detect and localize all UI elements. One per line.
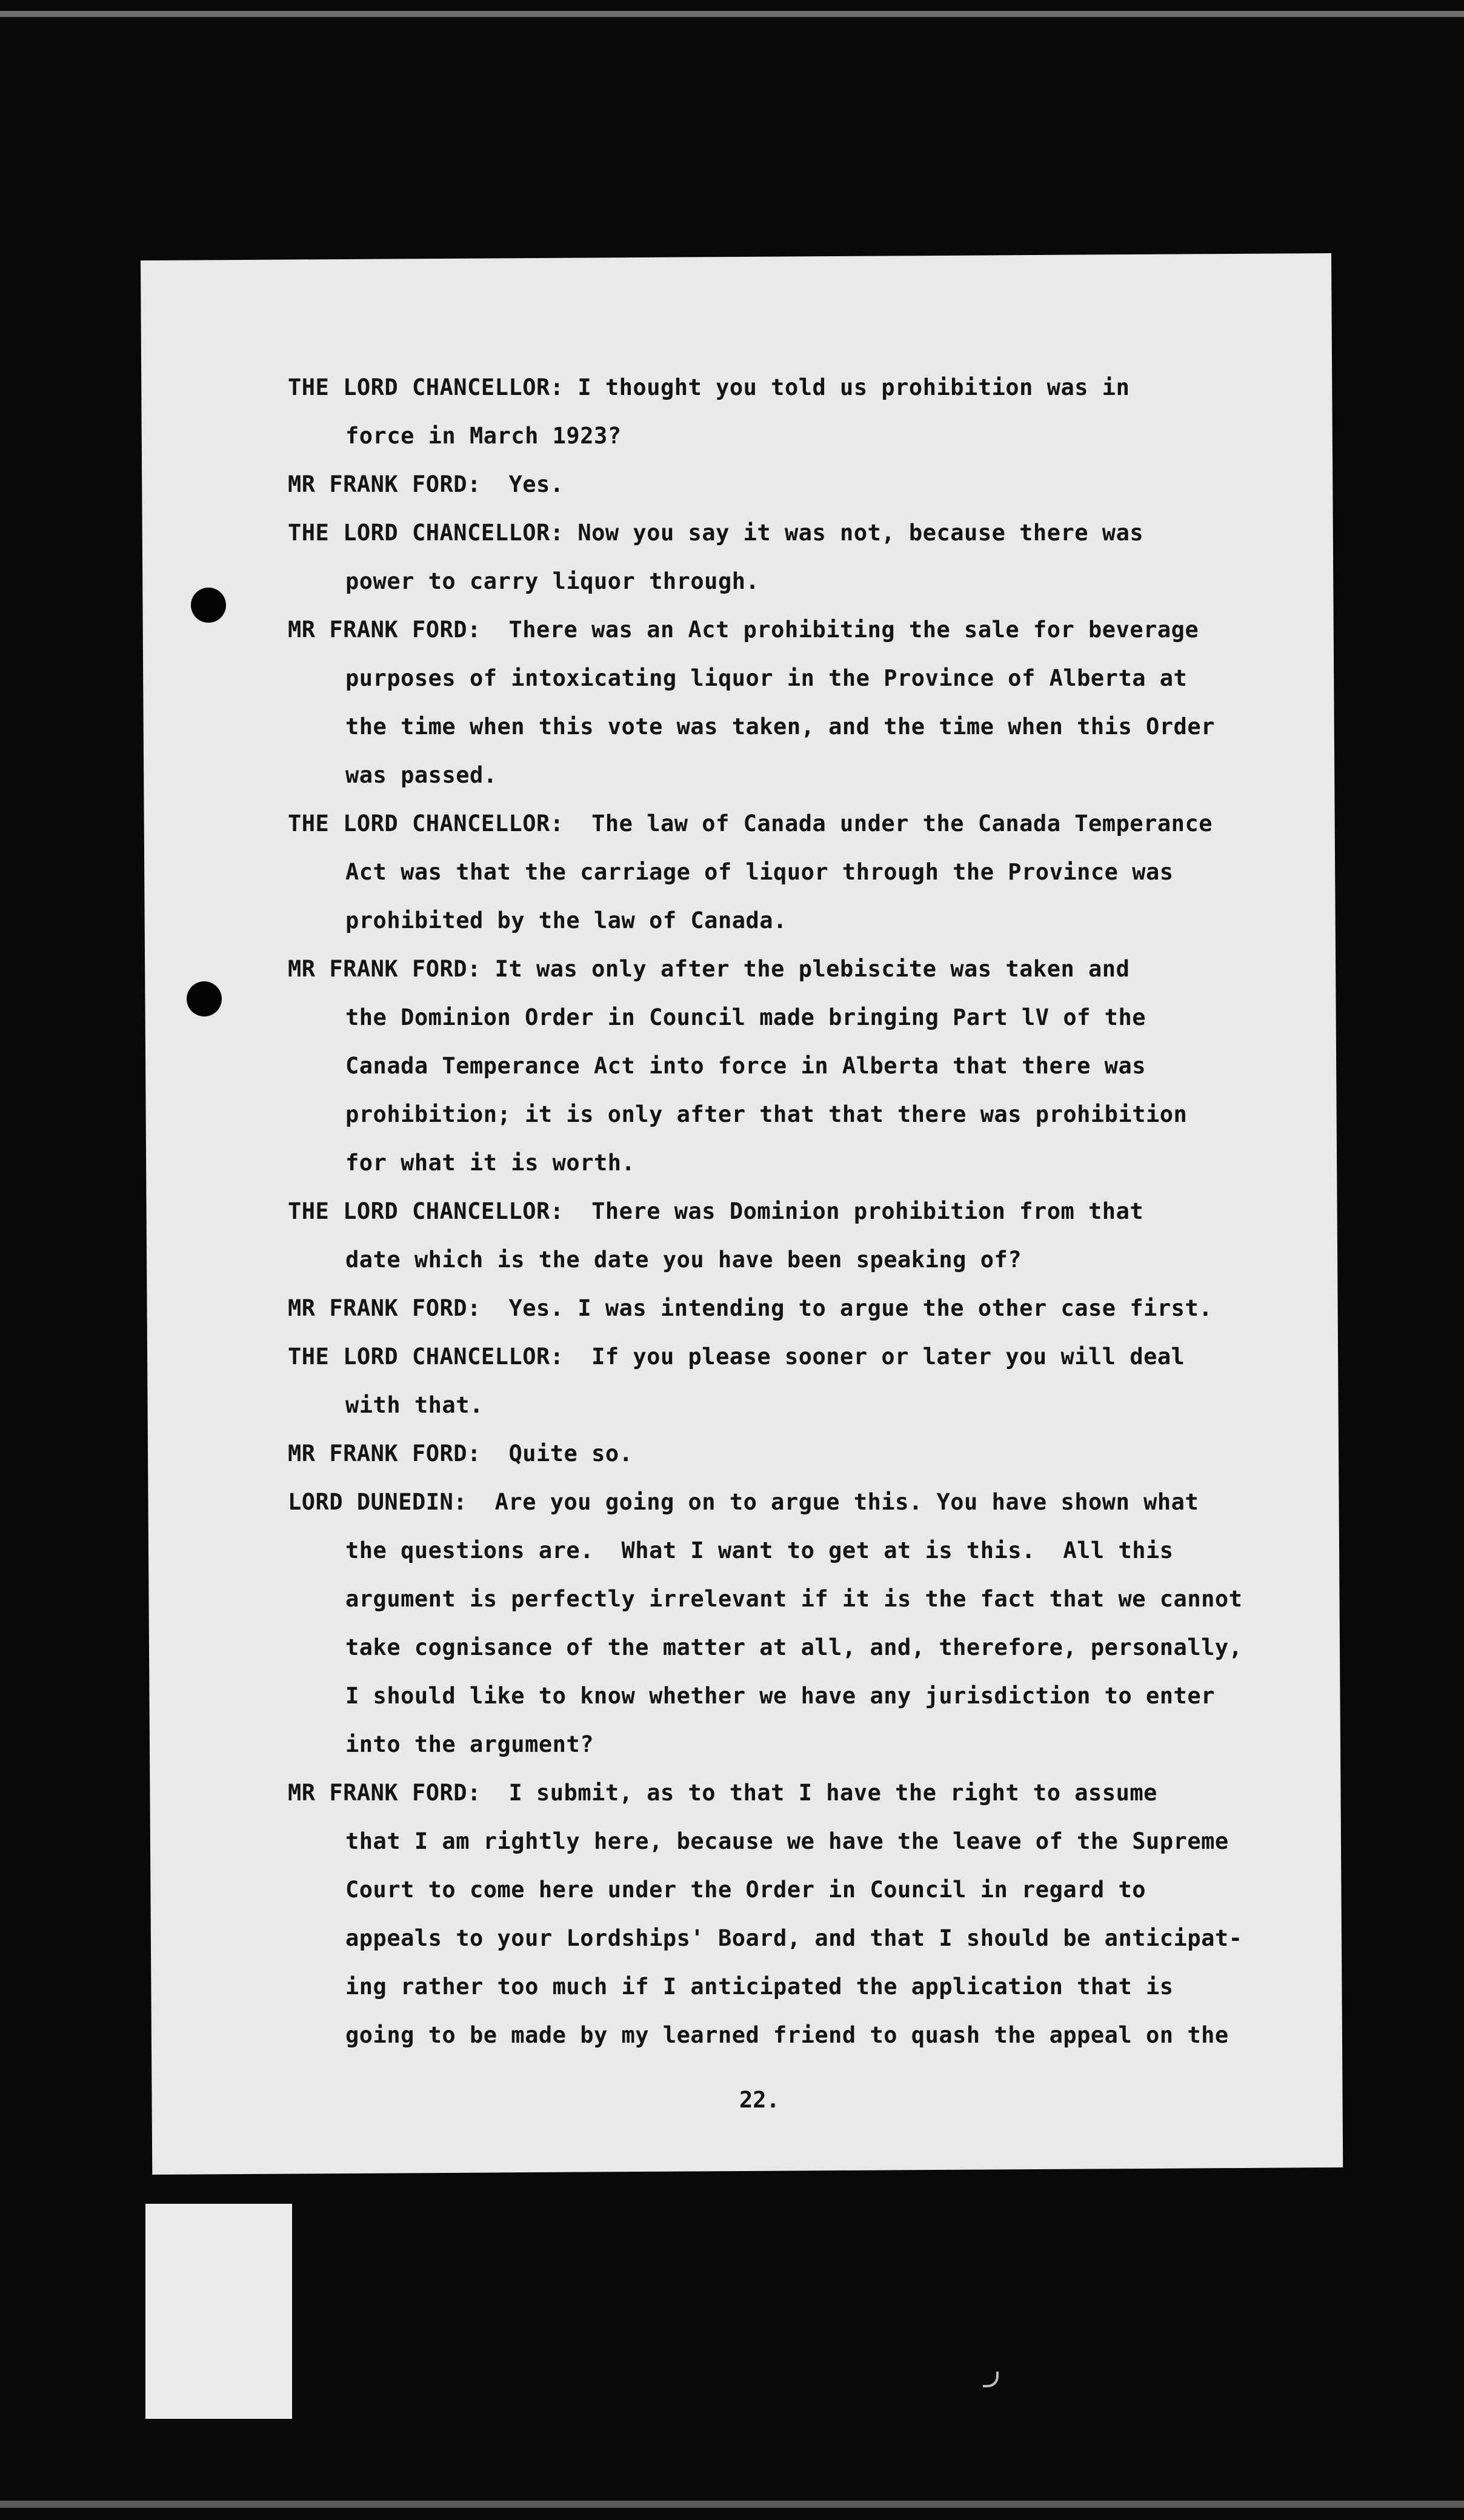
transcript-entry [288, 945, 1318, 1187]
spoken-text: the time when this vote was taken, and the time when this Order [345, 714, 1215, 740]
film-label-tab [145, 2204, 292, 2419]
spoken-text: I submit, as to that I have the right to assume [508, 1780, 1157, 1806]
speaker-name: MR FRANK FORD: [288, 471, 481, 497]
speaker-name: MR FRANK FORD: [288, 1295, 481, 1321]
spoken-text: with that. [345, 1392, 484, 1418]
spoken-text: date which is the date you have been speaking of? [345, 1247, 1022, 1273]
transcript-entry [288, 363, 1318, 460]
spoken-text: prohibition; it is only after that that there was prohibition [345, 1101, 1188, 1127]
spoken-text: Quite so. [508, 1441, 633, 1467]
spoken-text: Are you going on to argue this. You have shown what [494, 1489, 1199, 1515]
spoken-text: the questions are. What I want to get at is this. All this [345, 1537, 1174, 1563]
spoken-text: purposes of intoxicating liquor in the Province of Alberta at [345, 665, 1188, 691]
speaker-name: MR FRANK FORD: [288, 956, 481, 982]
film-artifact [983, 2372, 999, 2387]
transcript-entry [288, 1430, 1318, 1478]
spoken-text: Yes. I was intending to argue the other case first. [508, 1295, 1213, 1321]
spoken-text: argument is perfectly irrelevant if it is the fact that we cannot [345, 1586, 1243, 1612]
punch-hole-bottom [187, 981, 222, 1016]
transcript-entry [288, 509, 1318, 606]
transcript-entry [288, 1284, 1318, 1333]
spoken-text: Canada Temperance Act into force in Alberta that there was [345, 1053, 1146, 1079]
page-number: 22. [739, 2087, 780, 2113]
spoken-text: going to be made by my learned friend to quash the appeal on the [345, 2022, 1229, 2048]
transcript-body [288, 363, 1318, 2060]
spoken-text: power to carry liquor through. [345, 568, 760, 594]
transcript-entry [288, 1478, 1318, 1769]
transcript-entry [288, 1333, 1318, 1430]
spoken-text: the Dominion Order in Council made bringing Part lV of the [345, 1004, 1146, 1030]
spoken-text: I should like to know whether we have any jurisdiction to enter [345, 1683, 1215, 1709]
speaker-name: THE LORD CHANCELLOR: [288, 811, 564, 837]
spoken-text: was passed. [345, 762, 497, 788]
speaker-name: MR FRANK FORD: [288, 1780, 481, 1806]
film-edge-bottom [0, 2501, 1464, 2508]
spoken-text: There was Dominion prohibition from that [591, 1198, 1144, 1224]
spoken-text: take cognisance of the matter at all, and, therefore, personally, [345, 1634, 1243, 1660]
speaker-name: THE LORD CHANCELLOR: [288, 374, 564, 400]
spoken-text: If you please sooner or later you will deal [591, 1344, 1185, 1370]
spoken-text: There was an Act prohibiting the sale for beverage [508, 617, 1199, 643]
transcript-entry [288, 1187, 1318, 1284]
spoken-text: for what it is worth. [345, 1150, 636, 1176]
spoken-text: Now you say it was not, because there was [577, 520, 1144, 546]
spoken-text: Court to come here under the Order in Council in regard to [345, 1877, 1146, 1903]
spoken-text: Act was that the carriage of liquor through the Province was [345, 859, 1174, 885]
transcript-entry [288, 606, 1318, 800]
spoken-text: prohibited by the law of Canada. [345, 907, 787, 933]
transcript-entry [288, 460, 1318, 509]
spoken-text: It was only after the plebiscite was taken and [494, 956, 1130, 982]
spoken-text: Yes. [508, 471, 564, 497]
spoken-text: The law of Canada under the Canada Temperance [591, 811, 1213, 837]
speaker-name: THE LORD CHANCELLOR: [288, 520, 564, 546]
transcript-entry [288, 800, 1318, 945]
film-edge-top [0, 11, 1464, 17]
speaker-name: THE LORD CHANCELLOR: [288, 1344, 564, 1370]
transcript-entry [288, 1769, 1318, 2060]
spoken-text: appeals to your Lordships' Board, and that I should be anticipat- [345, 1925, 1243, 1951]
punch-hole-top [191, 588, 226, 623]
spoken-text: ing rather too much if I anticipated the application that is [345, 1974, 1174, 2000]
speaker-name: LORD DUNEDIN: [288, 1489, 468, 1515]
speaker-name: THE LORD CHANCELLOR: [288, 1198, 564, 1224]
speaker-name: MR FRANK FORD: [288, 1441, 481, 1467]
spoken-text: into the argument? [345, 1731, 594, 1757]
speaker-name: MR FRANK FORD: [288, 617, 481, 643]
spoken-text: force in March 1923? [345, 423, 622, 449]
spoken-text: that I am rightly here, because we have the leave of the Supreme [345, 1828, 1229, 1854]
spoken-text: I thought you told us prohibition was in [577, 374, 1130, 400]
